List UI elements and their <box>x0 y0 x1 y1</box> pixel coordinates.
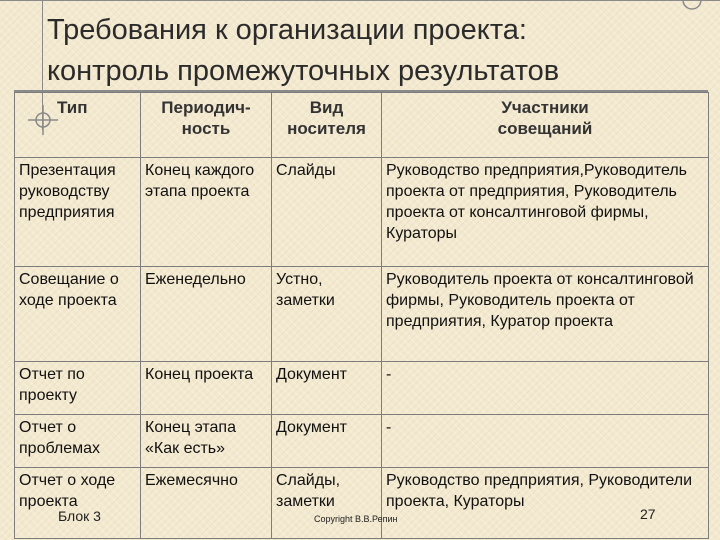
slide-title <box>47 10 707 92</box>
table-row <box>15 468 709 539</box>
cell-type: Совещание о ходе проекта <box>15 267 141 362</box>
cell-periodicity: Еженедельно <box>141 267 272 362</box>
footer-block-label: Блок 3 <box>58 508 101 524</box>
title-top-rule <box>0 0 720 1</box>
cell-medium: Устно, заметки <box>272 267 382 362</box>
cell-type: Презентация руководству предприятия <box>15 158 141 267</box>
table-header-row <box>15 93 709 158</box>
cell-medium: Документ <box>272 362 382 415</box>
cell-participants: - <box>382 362 709 415</box>
header-participants: Участники совещаний <box>382 93 709 158</box>
corner-circle-icon <box>678 0 706 14</box>
header-periodicity: Периодич- ность <box>141 93 272 158</box>
slide-title-line2: контроль промежуточных результатов <box>47 55 560 87</box>
cell-medium: Документ <box>272 415 382 468</box>
cell-periodicity: Конец проекта <box>141 362 272 415</box>
cell-periodicity: Конец каждого этапа проекта <box>141 158 272 267</box>
control-results-table <box>14 92 709 539</box>
cell-medium: Слайды, заметки <box>272 468 382 539</box>
table-row <box>15 267 709 362</box>
footer-page-number: 27 <box>640 506 656 522</box>
table-row <box>15 158 709 267</box>
table-row <box>15 362 709 415</box>
cell-periodicity: Конец этапа «Как есть» <box>141 415 272 468</box>
cell-periodicity: Ежемесячно <box>141 468 272 539</box>
cell-participants: Руководство предприятия,Руководитель проекта от предприятия, Руководитель проекта от консалтинговой фирмы, Кураторы <box>382 158 709 267</box>
cell-type: Отчет о ходе проекта <box>15 468 141 539</box>
header-medium: Вид носителя <box>272 93 382 158</box>
cell-participants: - <box>382 415 709 468</box>
cell-participants: Руководство предприятия, Руководители проекта, Кураторы <box>382 468 709 539</box>
cell-medium: Слайды <box>272 158 382 267</box>
footer-copyright: Copyright В.В.Репин <box>314 514 398 524</box>
cell-type: Отчет о проблемах <box>15 415 141 468</box>
table-row <box>15 415 709 468</box>
slide-title-line1: Требования к организации проекта: <box>47 14 527 46</box>
header-type: Тип <box>15 93 141 158</box>
cell-type: Отчет по проекту <box>15 362 141 415</box>
crosshair-icon <box>28 105 58 135</box>
cell-participants: Руководитель проекта от консалтинговой фирмы, Руководитель проекта от предприятия, Куратор проекта <box>382 267 709 362</box>
